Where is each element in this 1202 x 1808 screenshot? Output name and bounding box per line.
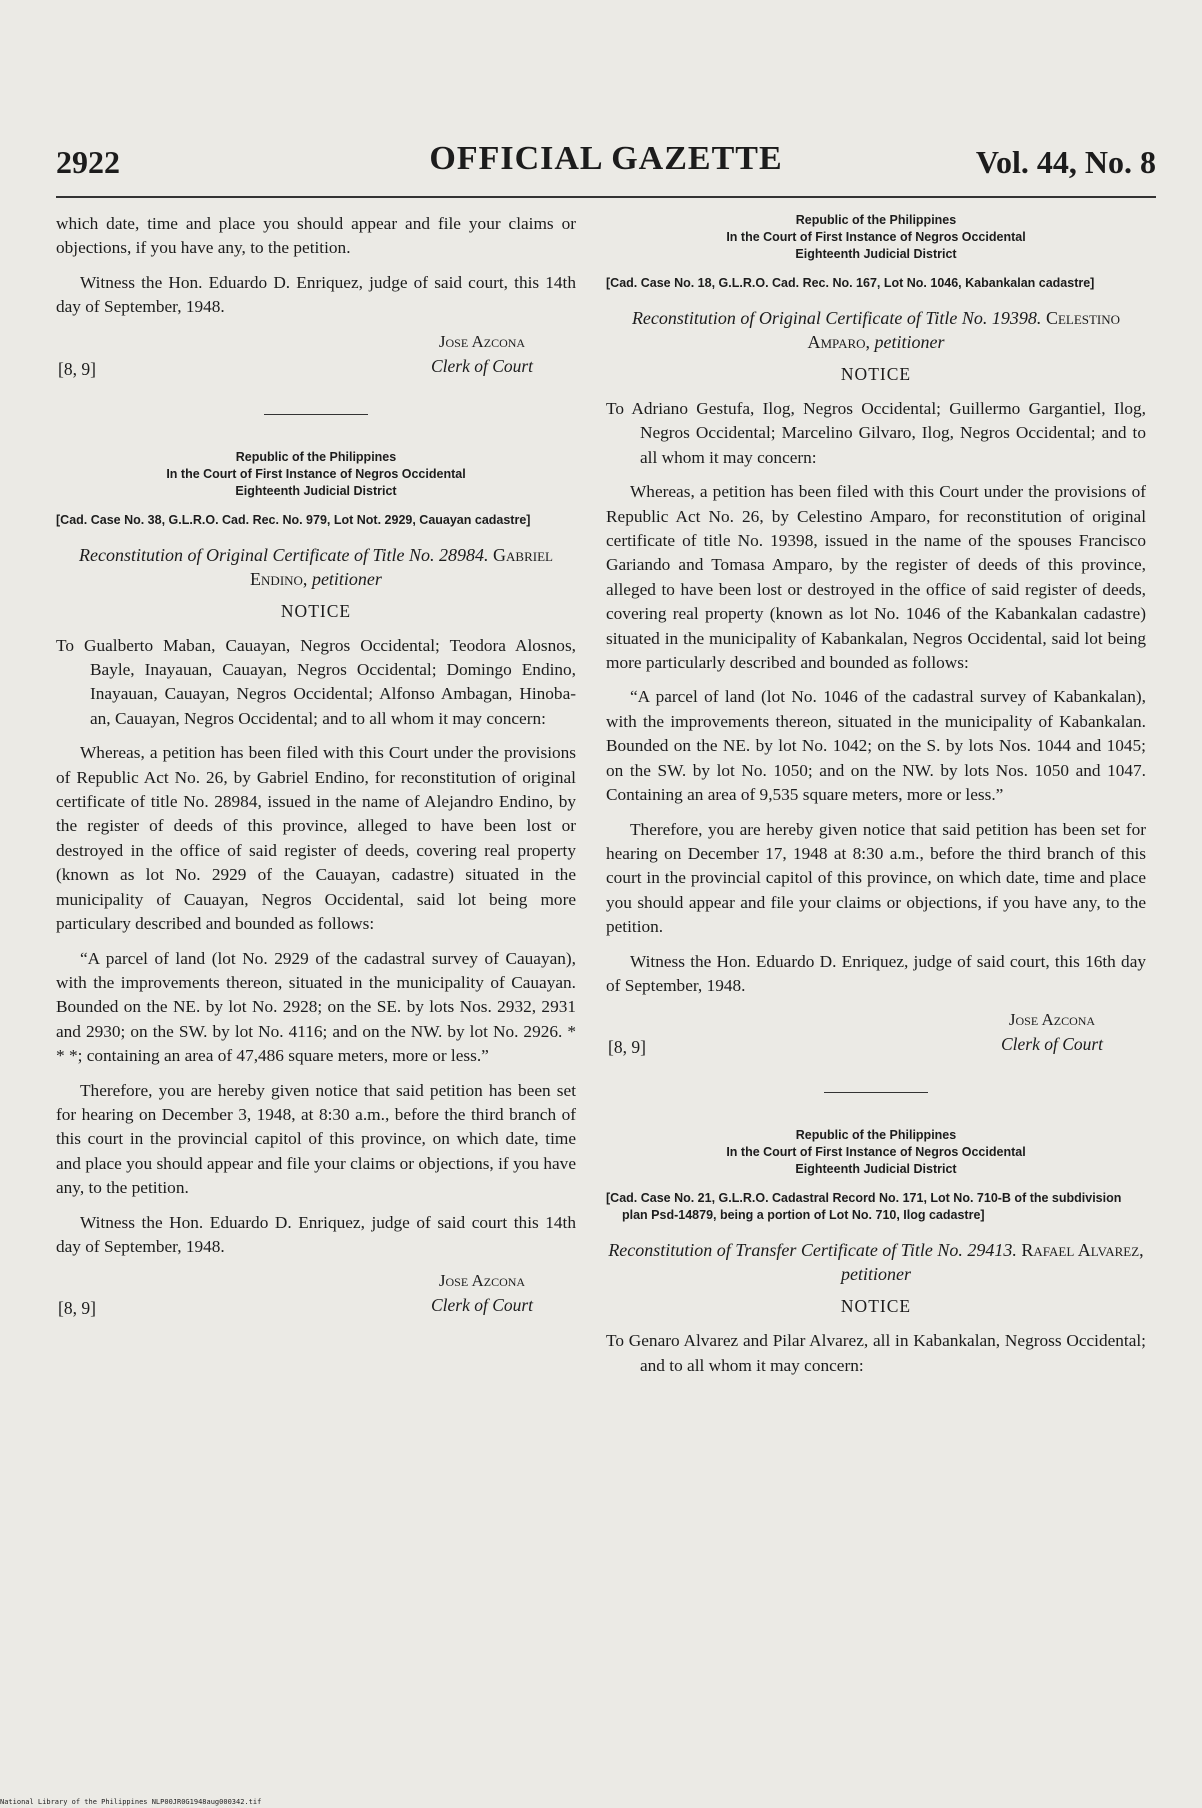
recon-text: Reconstitution of Transfer Certificate of Title No. 29413. xyxy=(608,1240,1017,1261)
signatory-title: Clerk of Court xyxy=(1000,1034,1104,1055)
reconstitution-title xyxy=(56,543,576,591)
paragraph: Whereas, a petition has been filed with this Court under the provisions of Republic Act No. 26, by Celestino Amparo, for reconstitution of original certificate of title No. 19398, issued in the name of the spouses Francisco Gariando and Tomasa Amparo, by the register of deeds of this province, alleged to have been lost or destroyed in the office of said register of deeds, covering real property (known as lot No. 1046 of the Kabankalan cadastre) situated in the municipality of Kabankalan, Negros Occidental, said lot being more particularly described and bounded as follows: xyxy=(606,482,1146,673)
addressees: To Gualberto Maban, Cauayan, Negros Occidental; Teodora Alosnos, Bayle, Inayauan, Cauayan, Negros Occidental; Domingo Endino, Inayauan, Cauayan, Negros Occidental; Alfonso Ambagan, Hinoba-an, Cauayan, Negros Occidental; and to all whom it may concern: xyxy=(56,635,576,728)
paragraph: Witness the Hon. Eduardo D. Enriquez, judge of said court, this 16th day of September, 1948. xyxy=(606,951,1146,995)
petitioner-name: Rafael Alvarez, xyxy=(1021,1240,1144,1261)
page-number: 2922 xyxy=(56,144,120,180)
signature-block xyxy=(56,332,576,384)
court-notice xyxy=(56,449,576,1324)
notice-heading: NOTICE xyxy=(280,600,352,621)
volume-number: Vol. 44, No. 8 xyxy=(975,144,1156,180)
petitioner-name: Celestino Amparo, xyxy=(807,308,1121,352)
publication-title: OFFICIAL GAZETTE xyxy=(429,140,783,177)
court-line: Eighteenth Judicial District xyxy=(795,247,957,261)
paragraph: Therefore, you are hereby given notice that said petition has been set for hearing on December 17, 1948 at 8:30 a.m., before the third branch of this court in the provincial capitol of this province, on which date, time and place you should appear and file your claims or objections, if you have any, to the petition. xyxy=(606,819,1146,937)
issue-ref: [8, 9] xyxy=(608,1037,646,1058)
issue-ref: [8, 9] xyxy=(58,1298,96,1319)
case-reference: [Cad. Case No. 18, G.L.R.O. Cad. Rec. No. 167, Lot No. 1046, Kabankalan cadastre] xyxy=(606,276,1095,290)
paragraph: Witness the Hon. Eduardo D. Enriquez, judge of said court this 14th day of September, 1948. xyxy=(56,1212,576,1256)
signature-block xyxy=(606,1010,1146,1062)
right-column xyxy=(606,212,1146,1388)
court-notice xyxy=(606,212,1146,1062)
paragraph: Therefore, you are hereby given notice that said petition has been set for hearing on December 3, 1948, at 8:30 a.m., before the third branch of this court in the provincial capitol of this province, on which date, time and place you should appear and file your claims or objections, if you have any, to the petition. xyxy=(56,1080,576,1198)
recon-text: Reconstitution of Original Certificate of Title No. 19398. xyxy=(631,308,1042,328)
notice-heading: NOTICE xyxy=(840,1296,912,1317)
court-line: Republic of the Philippines xyxy=(235,449,397,464)
petitioner-role: petitioner xyxy=(311,568,382,589)
case-reference: [Cad. Case No. 21, G.L.R.O. Cadastral Record No. 171, Lot No. 710-B of the subdivision plan Psd-14879, being a portion of Lot No. 710, Ilog cadastre] xyxy=(606,1191,1122,1223)
notice-heading: NOTICE xyxy=(840,364,912,384)
issue-ref: [8, 9] xyxy=(58,358,96,379)
paragraph: “A parcel of land (lot No. 2929 of the cadastral survey of Cauayan), with the improvements thereon, situated in the municipality of Cauayan. Bounded on the NE. by lot No. 2928; on the SE. by lots Nos. 2932, 2931 and 2930; on the SW. by lot No. 4116; and on the NW. by lot No. 2926. * * *; containing an area of 47,486 square meters, more or less.” xyxy=(56,948,576,1066)
signature-block xyxy=(56,1271,576,1323)
petitioner-role: petitioner xyxy=(874,332,945,352)
court-line: Republic of the Philippines xyxy=(795,213,957,227)
signatory-name: Jose Azcona xyxy=(438,1271,526,1291)
paragraph: which date, time and place you should appear and file your claims or objections, if you have any, to the petition. xyxy=(56,214,576,258)
addressees: To Adriano Gestufa, Ilog, Negros Occidental; Guillermo Gargantiel, Ilog, Negros Occidental; Marcelino Gilvaro, Ilog, Negros Occidental; and to all whom it may concern: xyxy=(606,399,1146,467)
recon-text: Reconstitution of Original Certificate of Title No. 28984. xyxy=(79,544,489,565)
court-line: Eighteenth Judicial District xyxy=(795,1162,957,1177)
scan-footer: National Library of the Philippines NLP00JR0G1948aug000342.tif xyxy=(0,1798,262,1806)
court-notice xyxy=(606,1127,1146,1378)
paragraph: Whereas, a petition has been filed with this Court under the provisions of Republic Act No. 26, by Gabriel Endino, for reconstitution of original certificate of title No. 28984, issued in the name of Alejandro Endino, by the register of deeds of this province, alleged to have been lost or destroyed in the office of said register of deeds, covering real property (known as lot No. 2929 of the Cauayan, cadastre) situated in the municipality of Cauayan, Negros Occidental, said lot being more particulary described and bounded as follows: xyxy=(56,743,576,934)
court-line: Republic of the Philippines xyxy=(795,1128,957,1143)
petitioner-role: petitioner xyxy=(841,1264,911,1285)
court-line: Eighteenth Judicial District xyxy=(235,483,397,498)
header-rule xyxy=(56,196,1156,198)
reconstitution-title xyxy=(606,306,1146,354)
signatory-title: Clerk of Court xyxy=(430,1295,534,1316)
section-divider xyxy=(824,1092,928,1093)
petitioner-name: Gabriel Endino, xyxy=(250,544,553,589)
signatory-title: Clerk of Court xyxy=(430,355,534,376)
paragraph: “A parcel of land (lot No. 1046 of the cadastral survey of Kabankalan), with the improvements thereon, situated in the municipality of Kabankalan. Bounded on the NE. by lot No. 1042; on the S. by lots Nos. 1044 and 1045; on the SW. by lot No. 1050; and on the NW. by lots Nos. 1050 and 1047. Containing an area of 9,535 square meters, more or less.” xyxy=(606,687,1146,805)
court-line: In the Court of First Instance of Negros Occidental xyxy=(726,1145,1026,1160)
signatory-name: Jose Azcona xyxy=(1008,1010,1096,1030)
left-column xyxy=(56,212,576,1323)
page-header xyxy=(56,140,1156,192)
reconstitution-title xyxy=(606,1238,1146,1286)
addressees: To Genaro Alvarez and Pilar Alvarez, all in Kabankalan, Negross Occidental; and to all whom it may concern: xyxy=(606,1331,1146,1375)
section-divider xyxy=(264,414,368,415)
paragraph: Witness the Hon. Eduardo D. Enriquez, judge of said court, this 14th day of September, 1948. xyxy=(56,272,576,317)
court-line: In the Court of First Instance of Negros Occidental xyxy=(166,466,466,481)
court-line: In the Court of First Instance of Negros Occidental xyxy=(726,230,1026,244)
signatory-name: Jose Azcona xyxy=(438,331,526,351)
case-reference: [Cad. Case No. 38, G.L.R.O. Cad. Rec. No. 979, Lot Not. 2929, Cauayan cadastre] xyxy=(56,512,531,527)
